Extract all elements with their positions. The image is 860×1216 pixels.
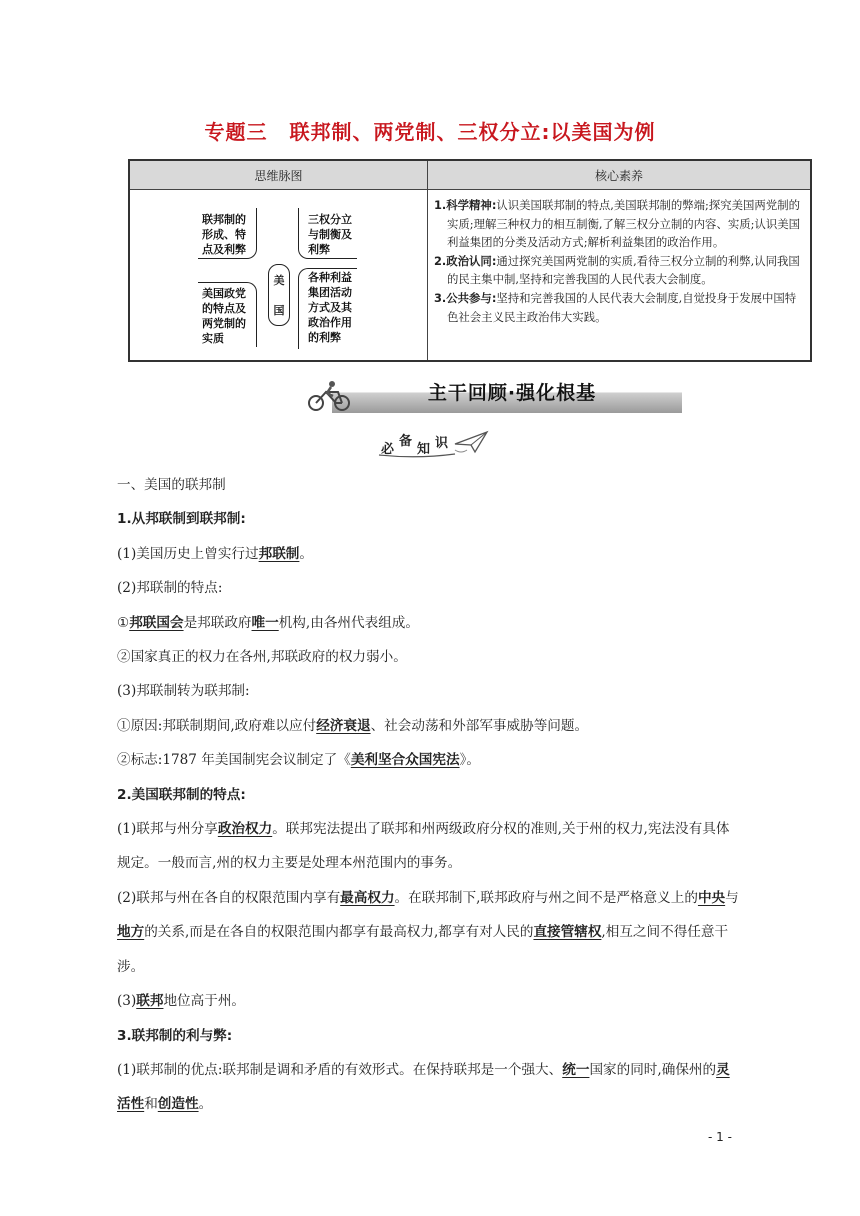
core-literacy-cell: [428, 190, 812, 362]
main-content: [117, 468, 742, 1122]
section-banner: [302, 378, 682, 412]
heading-2: 2.美国联邦制的特点:: [117, 786, 246, 803]
core-item: 3.公共参与:坚持和完善我国的人民代表大会制度,自觉投身于发展中国特色社会主义民主政治伟大实践。: [434, 290, 797, 324]
core-item: 2.政治认同:通过探究美国两党制的实质,看待三权分立制的利弊,认同我国的民主集中制,坚持和完善我国的人民代表大会制度。: [434, 253, 800, 287]
title-topic-number: 专题三: [204, 120, 268, 144]
mind-left-top: 联邦制的 形成、特 点及利弊: [202, 213, 246, 256]
para-6: ①原因:邦联制期间,政府难以应付经济衰退、社会动荡和外部军事威胁等问题。: [117, 717, 589, 734]
mind-map: [130, 190, 425, 360]
header-mind-map: 思维脉图: [129, 160, 428, 190]
para-11: (1)联邦制的优点:联邦制是调和矛盾的有效形式。在保持联邦是一个强大、统一国家的同时,确保州的灵活性和创造性。: [117, 1061, 730, 1113]
para-9: (2)联邦与州在各自的权限范围内享有最高权力。在联邦制下,联邦政府与州之间不是严格意义上的中央与地方的关系,而是在各自的权限范围内都享有最高权力,都享有对人民的直接管辖权,相互之间不得任意干涉。: [117, 889, 739, 975]
subheading-underline: [377, 452, 457, 458]
para-7: ②标志:1787 年美国制宪会议制定了《美利坚合众国宪法》。: [117, 752, 480, 769]
para-4: ②国家真正的权力在各州,邦联政府的权力弱小。: [117, 649, 407, 666]
mind-right-top: 三权分立 与制衡及 利弊: [308, 213, 352, 256]
core-item: 1.科学精神:认识美国联邦制的特点,美国联邦制的弊端;探究美国两党制的实质;理解三种权力的相互制衡,了解三权分立制的内容、实质;认识美国利益集团的分类及活动方式;解析利益集团的政治作用。: [434, 198, 801, 250]
section-heading: 一、美国的联邦制: [117, 477, 226, 493]
para-3: ①邦联国会是邦联政府唯一机构,由各州代表组成。: [117, 614, 419, 631]
title-text: 联邦制、两党制、三权分立:以美国为例: [289, 120, 656, 144]
para-2: (2)邦联制的特点:: [117, 580, 223, 597]
mind-center-node: 美 国: [268, 264, 290, 326]
mind-left-bottom: 美国政党 的特点及 两党制的 实质: [202, 287, 246, 345]
subheading-must-know: 必 备 知 识: [377, 428, 487, 458]
page-title: [0, 116, 860, 145]
banner-title: 主干回顾·强化根基: [427, 382, 597, 404]
header-core-literacy: 核心素养: [428, 160, 812, 190]
heading-1: 1.从邦联制到联邦制:: [117, 511, 246, 528]
mind-right-bottom: 各种利益 集团活动 方式及其 政治作用 的利弊: [308, 271, 352, 344]
paper-plane-icon: [453, 430, 489, 454]
para-1: (1)美国历史上曾实行过邦联制。: [117, 545, 313, 562]
cyclist-icon: [302, 380, 358, 412]
para-5: (3)邦联制转为联邦制:: [117, 683, 250, 700]
para-10: (3)联邦地位高于州。: [117, 993, 246, 1010]
heading-3: 3.联邦制的利与弊:: [117, 1027, 233, 1044]
mind-map-cell: [129, 190, 428, 362]
overview-table: [128, 159, 812, 362]
page-number: - 1 -: [708, 1130, 732, 1144]
para-8: (1)联邦与州分享政治权力。联邦宪法提出了联邦和州两级政府分权的准则,关于州的权力,宪法没有具体规定。一般而言,州的权力主要是处理本州范围内的事务。: [117, 821, 730, 872]
